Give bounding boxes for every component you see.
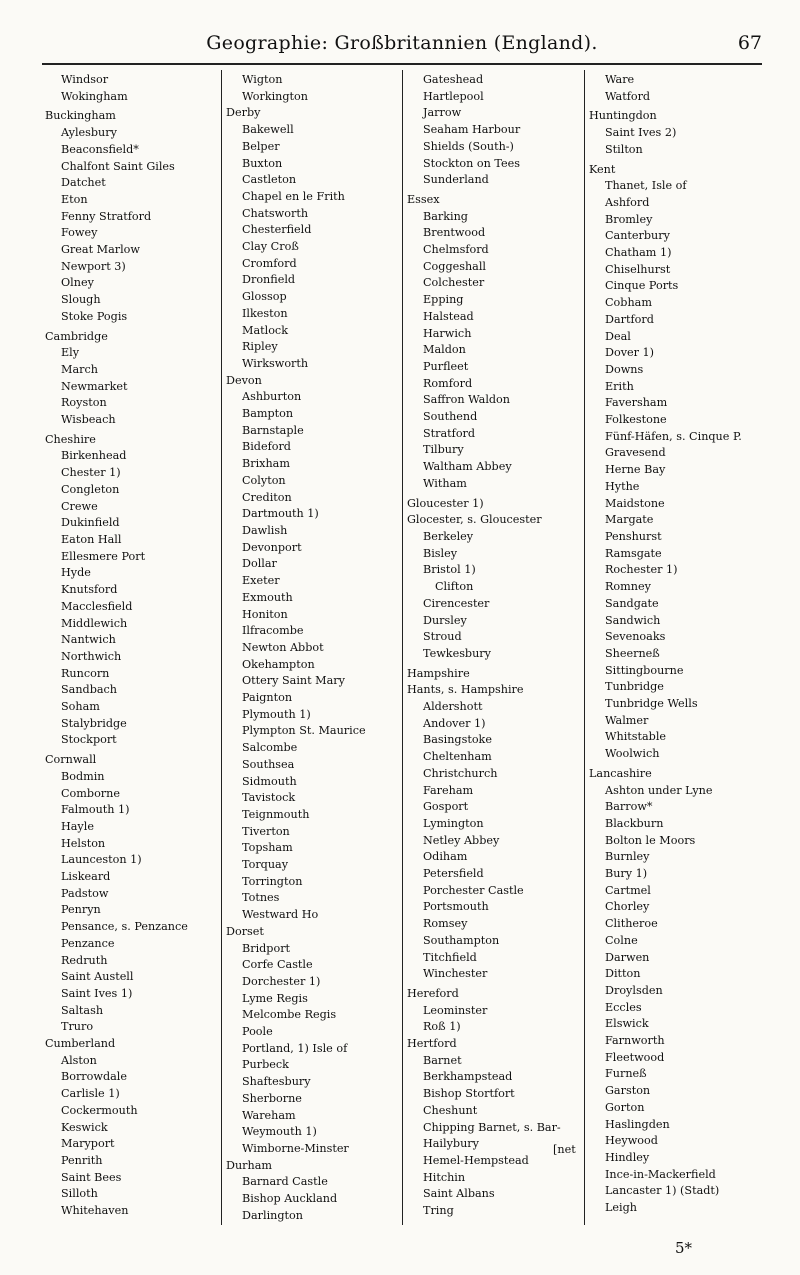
place-entry: Launceston 1) <box>61 853 142 867</box>
place-entry: Sevenoaks <box>605 630 666 644</box>
place-entry: Saint Ives 2) <box>605 126 677 140</box>
place-entry: Middlewich <box>61 616 128 630</box>
place-entry: Sandwich <box>605 613 661 627</box>
place-entry: Saint Albans <box>423 1187 495 1201</box>
place-entry: Fareham <box>423 783 474 797</box>
place-entry: Fowey <box>61 226 98 240</box>
place-entry: Ripley <box>242 340 278 354</box>
place-entry: Saint Ives 1) <box>61 986 133 1000</box>
place-entry: Dursley <box>423 613 467 627</box>
place-entry: Sherborne <box>242 1091 302 1105</box>
place-entry: Gateshead <box>423 73 484 86</box>
place-entry: Padstow <box>61 886 109 900</box>
place-entry: Ashford <box>605 195 650 209</box>
place-entry: Ware <box>605 73 635 86</box>
place-entry: Barking <box>423 209 468 223</box>
place-entry: Stilton <box>605 142 643 156</box>
place-entry: Hyde <box>61 566 91 580</box>
place-entry: Fünf-Häfen, s. Cinque P. <box>605 429 742 443</box>
place-entry: Wimborne-Minster <box>242 1142 349 1155</box>
place-entry: Barnard Castle <box>242 1175 328 1189</box>
column-4 <box>586 72 766 1234</box>
place-entry: Chatham 1) <box>605 246 672 260</box>
place-entry: Brentwood <box>423 226 486 240</box>
place-entry: Gosport <box>423 800 469 814</box>
place-entry: Blackburn <box>605 816 664 830</box>
place-entry: Whitehaven <box>61 1204 129 1218</box>
place-entry: Paignton <box>242 691 293 705</box>
place-entry: Chatsworth <box>242 206 309 220</box>
place-entry: Shaftesbury <box>242 1075 311 1089</box>
place-entry: Shields (South-) <box>423 139 514 153</box>
place-entry: Titchfield <box>423 950 477 964</box>
place-entry: Purbeck <box>242 1058 289 1072</box>
place-entry: Ince-in-Mackerfield <box>605 1167 716 1181</box>
page-number: 67 <box>737 32 762 54</box>
place-entry: Sunderland <box>423 173 489 187</box>
place-entry: Slough <box>61 293 101 307</box>
place-entry: Andover 1) <box>423 716 486 730</box>
place-entry: Workington <box>242 89 308 103</box>
column-1 <box>42 72 222 1234</box>
place-entry: Lymington <box>423 816 484 830</box>
place-entry: Topsham <box>242 841 293 855</box>
place-entry: Saint Bees <box>61 1170 122 1184</box>
index-columns <box>42 72 764 1234</box>
place-entry: Cheshunt <box>423 1103 478 1117</box>
place-entry: Whitstable <box>605 730 667 744</box>
place-entry: Downs <box>605 362 644 376</box>
place-entry: Dawlish <box>242 523 288 537</box>
place-entry: Faversham <box>605 396 668 410</box>
place-entry: Birkenhead <box>61 449 127 463</box>
place-entry: Garston <box>605 1084 651 1098</box>
place-entry: Stockton on Tees <box>423 156 521 170</box>
place-entry: Haslingden <box>605 1117 670 1131</box>
signature-mark: 5* <box>674 1239 692 1257</box>
place-entry: Crewe <box>61 499 98 513</box>
place-entry: Southampton <box>423 933 500 947</box>
region-heading: Huntingdon <box>589 109 657 123</box>
place-entry: Ditton <box>605 967 641 981</box>
place-entry: Salcombe <box>242 741 298 755</box>
place-entry: Porchester Castle <box>423 883 524 897</box>
place-entry: Cromford <box>242 256 297 270</box>
place-entry: Carlisle 1) <box>61 1087 120 1101</box>
place-entry: Coggeshall <box>423 259 487 273</box>
place-entry: Stroud <box>423 630 462 644</box>
place-entry: Silloth <box>61 1187 98 1201</box>
region-heading: Glocester, s. Gloucester <box>407 513 542 527</box>
place-entry: Great Marlow <box>61 243 140 257</box>
place-entry: Cockermouth <box>61 1103 138 1117</box>
place-entry: Basingstoke <box>423 733 492 747</box>
place-entry: Folkestone <box>605 413 667 427</box>
place-entry: Witham <box>423 476 467 490</box>
place-entry: Harwich <box>423 326 472 340</box>
place-entry: Fenny Stratford <box>61 209 152 223</box>
region-heading: Essex <box>407 192 440 206</box>
place-entry: Penzance <box>61 936 115 950</box>
place-entry: Wigton <box>242 73 283 86</box>
place-entry: Purfleet <box>423 359 469 373</box>
place-entry: Darlington <box>242 1208 303 1222</box>
place-entry: Elswick <box>605 1017 649 1031</box>
place-entry: Matlock <box>242 323 288 337</box>
place-entry: Wisbeach <box>61 413 116 427</box>
place-entry: Dollar <box>242 557 277 571</box>
place-entry: Herne Bay <box>605 463 666 477</box>
page-header <box>42 28 762 58</box>
place-entry: Bodmin <box>61 769 105 783</box>
place-entry: Buxton <box>242 156 283 170</box>
place-entry: Weymouth 1) <box>242 1125 317 1139</box>
place-entry: Margate <box>605 513 654 527</box>
place-entry: Portland, 1) Isle of <box>242 1041 348 1055</box>
region-heading: Cumberland <box>45 1037 116 1051</box>
place-entry: Walmer <box>605 713 649 727</box>
place-entry: Canterbury <box>605 229 670 243</box>
region-heading: Hants, s. Hampshire <box>407 683 524 697</box>
place-entry: Barnstaple <box>242 423 304 437</box>
place-entry: Westward Ho <box>242 908 319 922</box>
place-entry: Newport 3) <box>61 259 126 273</box>
place-entry: Rochester 1) <box>605 563 678 577</box>
place-entry: Penryn <box>61 903 101 917</box>
place-entry: Fleetwood <box>605 1050 665 1064</box>
place-entry: Colyton <box>242 473 286 487</box>
place-entry: Petersfield <box>423 867 484 881</box>
place-entry: Wareham <box>242 1108 296 1122</box>
place-entry: Chesterfield <box>242 223 312 237</box>
place-entry: Castleton <box>242 173 297 187</box>
place-entry: Christchurch <box>423 766 498 780</box>
place-entry: Okehampton <box>242 657 315 671</box>
column-3 <box>404 72 584 1234</box>
place-entry: Glossop <box>242 290 287 304</box>
place-entry: Bolton le Moors <box>605 833 696 847</box>
place-entry: Liskeard <box>61 870 111 884</box>
place-entry: Hayle <box>61 819 94 833</box>
place-entry: Bishop Auckland <box>242 1192 338 1206</box>
place-entry: Northwich <box>61 649 122 663</box>
place-entry: Lancaster 1) (Stadt) <box>605 1184 720 1198</box>
place-entry: Sandgate <box>605 596 659 610</box>
place-entry: Barnet <box>423 1053 462 1067</box>
place-entry: Windsor <box>61 73 109 86</box>
place-entry: Portsmouth <box>423 900 489 914</box>
place-entry: Bromley <box>605 212 653 226</box>
place-entry: Newmarket <box>61 379 128 393</box>
place-entry: Ilkeston <box>242 306 288 320</box>
place-entry: Hartlepool <box>423 89 484 103</box>
place-entry: Beaconsfield* <box>61 142 139 156</box>
place-entry: Bristol 1) <box>423 563 476 577</box>
place-entry: Bridport <box>242 941 291 955</box>
place-entry: Netley Abbey <box>423 833 500 847</box>
place-entry: Dartford <box>605 312 654 326</box>
place-entry: Redruth <box>61 953 108 967</box>
place-entry: Thanet, Isle of <box>605 179 687 193</box>
place-entry: Saint Austell <box>61 970 134 984</box>
place-entry: Seaham Harbour <box>423 123 521 137</box>
place-entry: Ely <box>61 346 80 360</box>
place-entry: Ashton under Lyne <box>605 783 713 797</box>
place-entry: Odiham <box>423 850 468 864</box>
place-entry: Leominster <box>423 1003 488 1017</box>
place-entry: Dorchester 1) <box>242 974 321 988</box>
place-entry: Chester 1) <box>61 466 121 480</box>
place-entry: Chipping Barnet, s. Bar- <box>423 1120 561 1134</box>
place-entry: Cheltenham <box>423 750 492 764</box>
place-entry: Belper <box>242 139 280 153</box>
place-entry: Clitheroe <box>605 917 658 931</box>
place-entry: Cinque Ports <box>605 279 679 293</box>
place-entry: Torrington <box>242 874 303 888</box>
place-entry: Brixham <box>242 457 290 471</box>
place-entry: Maldon <box>423 343 466 357</box>
place-entry: Tavistock <box>242 791 296 805</box>
place-entry: Hitchin <box>423 1170 466 1184</box>
place-entry: Tunbridge <box>605 680 664 694</box>
place-entry: Newton Abbot <box>242 640 324 654</box>
place-entry: Olney <box>61 276 94 290</box>
place-entry: Exmouth <box>242 590 293 604</box>
place-entry: Stratford <box>423 426 476 440</box>
place-entry: Clay Croß <box>242 240 299 254</box>
place-entry: Hemel-Hempstead <box>423 1154 529 1167</box>
place-entry: Knutsford <box>61 583 118 597</box>
header-rule <box>42 63 762 65</box>
place-entry: Gravesend <box>605 446 666 460</box>
region-heading: Cornwall <box>45 753 97 767</box>
place-entry: Ellesmere Port <box>61 549 146 563</box>
place-entry: Romsey <box>423 917 468 931</box>
place-entry: Woolwich <box>605 747 660 761</box>
place-entry: Barrow* <box>605 800 653 814</box>
place-entry: Roß 1) <box>423 1020 461 1034</box>
place-entry: Honiton <box>242 607 288 621</box>
place-entry: Watford <box>605 89 651 103</box>
place-entry: Melcombe Regis <box>242 1008 337 1022</box>
place-entry: Darwen <box>605 950 650 964</box>
place-entry: Cobham <box>605 296 652 310</box>
place-entry: Ottery Saint Mary <box>242 674 345 688</box>
place-entry: Erith <box>605 379 634 393</box>
place-entry: Exeter <box>242 574 280 588</box>
place-entry: Devonport <box>242 540 302 554</box>
place-entry: Crediton <box>242 490 292 504</box>
place-entry: Stockport <box>61 733 117 747</box>
place-entry: Wirksworth <box>242 356 309 370</box>
place-entry: Bishop Stortfort <box>423 1087 515 1101</box>
place-entry: Stoke Pogis <box>61 309 128 323</box>
place-entry: Bideford <box>242 440 291 454</box>
place-entry: Gorton <box>605 1100 645 1114</box>
place-entry: Bisley <box>423 546 458 560</box>
place-entry: Saltash <box>61 1003 104 1017</box>
place-entry: Datchet <box>61 176 106 190</box>
place-entry: Pensance, s. Penzance <box>61 920 188 934</box>
region-heading: Hampshire <box>407 666 470 680</box>
place-entry: Plympton St. Maurice <box>242 724 366 738</box>
place-entry: Nantwich <box>61 633 116 647</box>
place-entry: Tunbridge Wells <box>605 697 698 711</box>
place-entry: Berkeley <box>423 529 474 543</box>
place-entry: Penrith <box>61 1154 103 1167</box>
place-entry: Aylesbury <box>61 126 117 140</box>
place-entry: Leigh <box>605 1201 637 1215</box>
place-entry: Colne <box>605 933 638 947</box>
place-entry: Ramsgate <box>605 546 662 560</box>
region-heading: Lancashire <box>589 766 652 780</box>
place-entry: Bakewell <box>242 123 294 137</box>
place-entry: Southend <box>423 410 478 424</box>
place-entry: Sittingbourne <box>605 663 684 677</box>
place-entry: Furneß <box>605 1067 647 1081</box>
place-entry: Ilfracombe <box>242 624 304 638</box>
place-entry: Halstead <box>423 309 474 323</box>
place-entry: Winchester <box>423 967 488 981</box>
place-entry: Hindley <box>605 1151 650 1164</box>
place-entry: Farnworth <box>605 1034 665 1048</box>
place-entry: Congleton <box>61 482 120 496</box>
place-entry: Cartmel <box>605 883 651 897</box>
place-entry: Borrowdale <box>61 1070 127 1084</box>
region-heading: Hereford <box>407 986 459 1000</box>
place-entry: Dukinfield <box>61 516 120 530</box>
region-heading: Dorset <box>226 924 264 938</box>
place-entry: Eton <box>61 192 88 206</box>
place-entry: Sidmouth <box>242 774 297 788</box>
column-2 <box>223 72 403 1234</box>
place-entry: Chiselhurst <box>605 262 671 276</box>
place-entry: Eccles <box>605 1000 642 1014</box>
place-entry: Eaton Hall <box>61 532 122 546</box>
place-entry: Corfe Castle <box>242 958 313 972</box>
place-entry: Aldershott <box>423 700 483 714</box>
region-heading: Devon <box>226 373 262 387</box>
place-entry: Jarrow <box>423 106 462 120</box>
place-entry: Poole <box>242 1025 273 1039</box>
place-entry: Runcorn <box>61 666 110 680</box>
place-entry: Keswick <box>61 1120 108 1134</box>
place-entry: Tring <box>423 1204 454 1218</box>
place-entry: Tiverton <box>242 824 290 838</box>
place-entry: Teignmouth <box>242 807 310 821</box>
place-entry: Southsea <box>242 757 295 771</box>
place-entry: Tewkesbury <box>423 646 491 660</box>
region-heading: Cheshire <box>45 432 96 446</box>
continuation-mark: [net <box>553 1143 576 1156</box>
place-entry: Stalybridge <box>61 716 127 730</box>
place-entry: Chorley <box>605 900 650 914</box>
page-title: Geographie: Großbritannien (England). <box>206 32 598 54</box>
region-heading: Hertford <box>407 1037 457 1051</box>
place-entry: Soham <box>61 700 100 714</box>
place-entry: Saffron Waldon <box>423 393 511 407</box>
region-heading: Kent <box>589 162 616 176</box>
place-entry: Romney <box>605 580 651 594</box>
place-entry: Droylsden <box>605 983 663 997</box>
place-entry: Royston <box>61 396 107 410</box>
place-entry: Alston <box>61 1053 97 1067</box>
place-entry: Maidstone <box>605 496 665 510</box>
place-entry: Falmouth 1) <box>61 803 130 817</box>
place-entry: Waltham Abbey <box>423 460 512 474</box>
place-entry: Ashburton <box>242 390 302 404</box>
place-entry: Burnley <box>605 850 650 864</box>
place-entry: Dronfield <box>242 273 296 287</box>
place-entry: Macclesfield <box>61 599 133 613</box>
region-heading: Buckingham <box>45 109 116 123</box>
place-entry: Hythe <box>605 479 640 493</box>
place-entry: Dover 1) <box>605 346 655 360</box>
place-entry: Wokingham <box>61 89 128 103</box>
place-entry: Chalfont Saint Giles <box>61 159 175 173</box>
place-entry: Plymouth 1) <box>242 707 311 721</box>
place-entry: Totnes <box>242 891 280 905</box>
region-heading: Durham <box>226 1158 273 1172</box>
place-entry: March <box>61 362 98 376</box>
place-entry: Epping <box>423 293 464 307</box>
region-heading: Gloucester 1) <box>407 496 484 510</box>
place-entry: Sandbach <box>61 683 118 697</box>
place-entry: Maryport <box>61 1137 115 1151</box>
place-entry: Chapel en le Frith <box>242 189 345 203</box>
place-entry: Truro <box>61 1020 94 1034</box>
place-entry: Deal <box>605 329 631 343</box>
place-entry: Lyme Regis <box>242 991 308 1005</box>
place-entry: Hailybury <box>423 1137 479 1151</box>
place-entry: Sheerneß <box>605 646 660 660</box>
place-entry: Clifton <box>435 580 474 594</box>
place-entry: Tilbury <box>423 443 464 457</box>
region-heading: Derby <box>226 106 261 120</box>
place-entry: Berkhampstead <box>423 1070 513 1084</box>
place-entry: Colchester <box>423 276 485 290</box>
place-entry: Comborne <box>61 786 120 800</box>
place-entry: Penshurst <box>605 529 662 543</box>
place-entry: Dartmouth 1) <box>242 507 319 521</box>
place-entry: Bury 1) <box>605 867 648 881</box>
place-entry: Chelmsford <box>423 243 489 257</box>
place-entry: Cirencester <box>423 596 490 610</box>
place-entry: Helston <box>61 836 106 850</box>
place-entry: Romford <box>423 376 473 390</box>
place-entry: Heywood <box>605 1134 658 1148</box>
place-entry: Torquay <box>242 858 289 872</box>
place-entry: Bampton <box>242 407 294 421</box>
region-heading: Cambridge <box>45 329 108 343</box>
